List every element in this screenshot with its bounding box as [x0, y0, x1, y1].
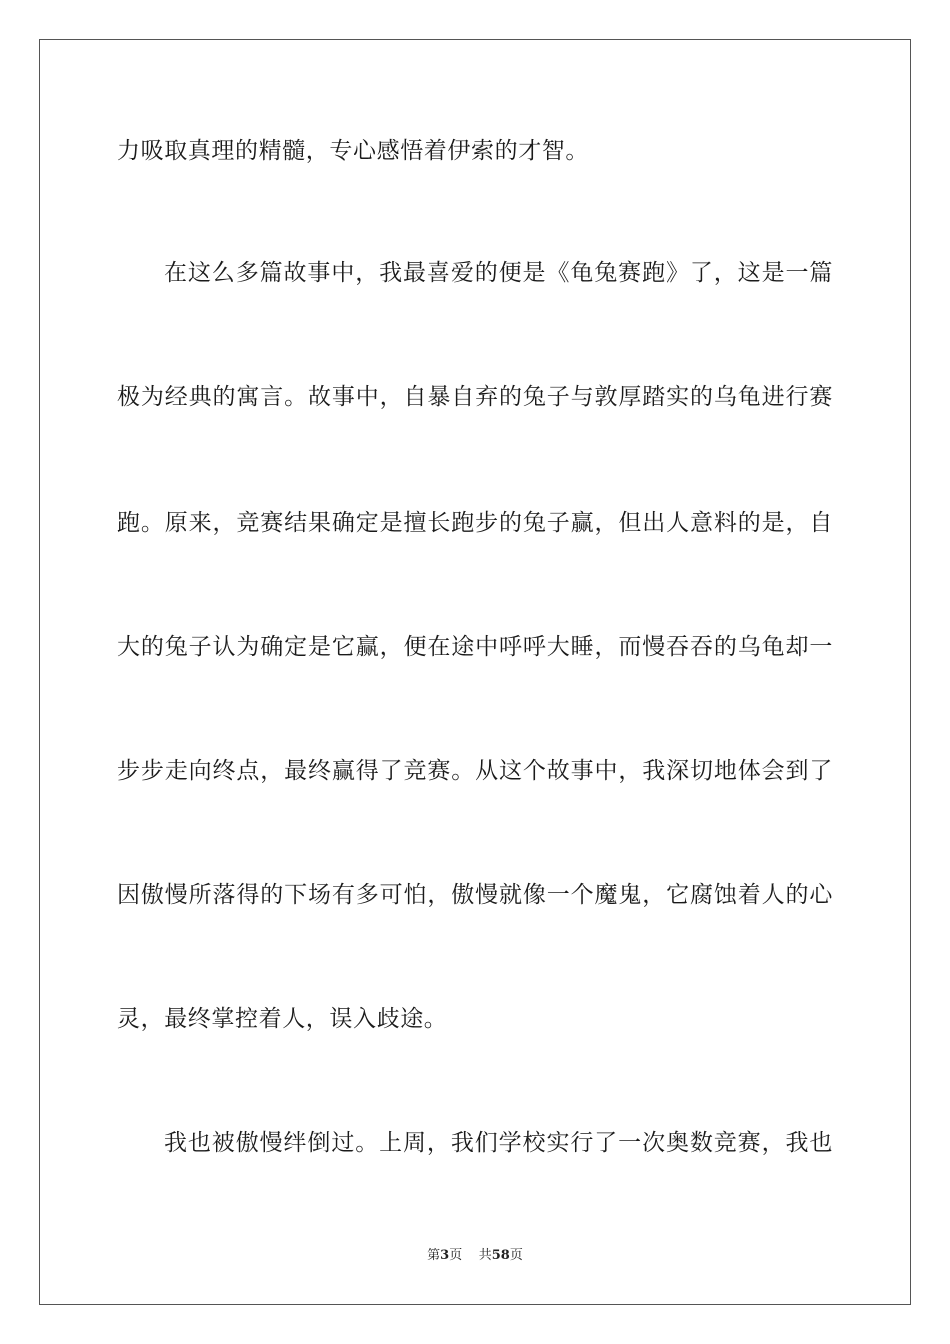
text-line: 我也被傲慢绊倒过。上周，我们学校实行了一次奥数竞赛，我也: [164, 1130, 833, 1156]
text-line: 灵，最终掌控着人，误入歧途。: [117, 1006, 448, 1032]
text-line: 步步走向终点，最终赢得了竞赛。从这个故事中，我深切地体会到了: [117, 758, 833, 784]
total-pages: 58: [491, 1248, 510, 1263]
page-prefix: 第: [427, 1248, 441, 1263]
page-footer: [0, 1247, 950, 1265]
page-number: 3: [440, 1248, 450, 1263]
page-suffix: 页: [449, 1248, 463, 1263]
text-line: 因傲慢所落得的下场有多可怕，傲慢就像一个魔鬼，它腐蚀着人的心: [117, 882, 833, 908]
text-line: 大的兔子认为确定是它赢，便在途中呼呼大睡，而慢吞吞的乌龟却一: [117, 634, 833, 660]
total-prefix: 共: [478, 1248, 492, 1263]
text-line: 跑。原来，竞赛结果确定是擅长跑步的兔子赢，但出人意料的是，自: [117, 510, 833, 536]
text-line: 力吸取真理的精髓，专心感悟着伊索的才智。: [117, 138, 589, 164]
text-line: 在这么多篇故事中，我最喜爱的便是《龟兔赛跑》了，这是一篇: [164, 260, 833, 286]
text-line: 极为经典的寓言。故事中，自暴自弃的兔子与敦厚踏实的乌龟进行赛: [117, 384, 833, 410]
total-suffix: 页: [509, 1248, 523, 1263]
page-border: [39, 39, 911, 1305]
